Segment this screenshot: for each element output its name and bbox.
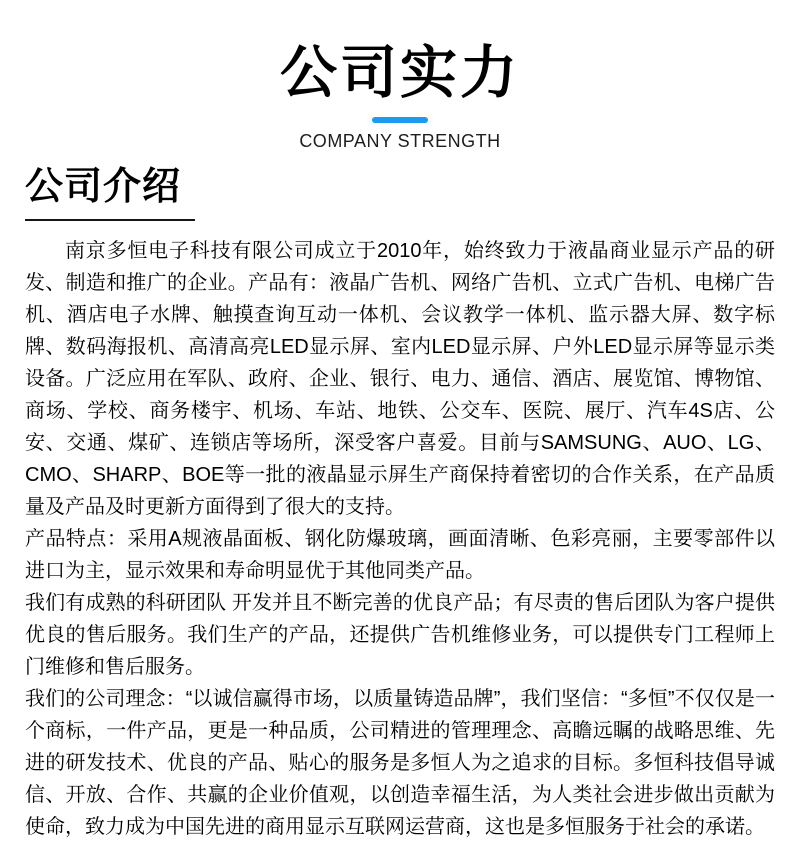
title-accent-bar	[372, 117, 428, 123]
intro-paragraph: 南京多恒电子科技有限公司成立于2010年，始终致力于液晶商业显示产品的研发、制造和推广的企业。产品有：液晶广告机、网络广告机、立式广告机、电梯广告机、酒店电子水牌、触摸查询互动一体机、会议教学一体机、监示器大屏、数字标牌、数码海报机、高清高亮LED显示屏、室内LED显示屏、户外LED显示屏等显示类设备。广泛应用在军队、政府、企业、银行、电力、通信、酒店、展览馆、博物馆、商场、学校、商务楼宇、机场、车站、地铁、公交车、医院、展厅、汽车4S店、公安、交通、煤矿、连锁店等场所，深受客户喜爱。目前与SAMSUNG、AUO、LG、CMO、SHARP、BOE等一批的液晶显示屏生产商保持着密切的合作关系，在产品质量及产品及时更新方面得到了很大的支持。	[25, 240, 775, 518]
company-introduction-text	[25, 235, 775, 843]
company-philosophy-paragraph: 我们的公司理念：“以诚信赢得市场，以质量铸造品牌”，我们坚信：“多恒”不仅仅是一个商标，一件产品，更是一种品质，公司精进的管理理念、高瞻远瞩的战略思维、先进的研发技术、优良的产品、贴心的服务是多恒人为之追求的目标。多恒科技倡导诚信、开放、合作、共赢的企业价值观，以创造幸福生活，为人类社会进步做出贡献为使命，致力成为中国先进的商用显示互联网运营商，这也是多恒服务于社会的承诺。	[25, 688, 775, 838]
team-service-paragraph: 我们有成熟的科研团队 开发并且不断完善的优良产品；有尽责的售后团队为客户提供优良的售后服务。我们生产的产品，还提供广告机维修业务，可以提供专门工程师上门维修和售后服务。	[25, 592, 775, 678]
page-header	[0, 0, 800, 152]
page-subtitle: COMPANY STRENGTH	[299, 131, 501, 151]
section-heading-wrap	[25, 166, 775, 221]
product-features-paragraph: 产品特点：采用A规液晶面板、钢化防爆玻璃，画面清晰、色彩亮丽，主要零部件以进口为主，显示效果和寿命明显优于其他同类产品。	[25, 528, 775, 582]
section-heading: 公司介绍	[25, 166, 195, 221]
page-title: 公司实力	[280, 41, 520, 105]
